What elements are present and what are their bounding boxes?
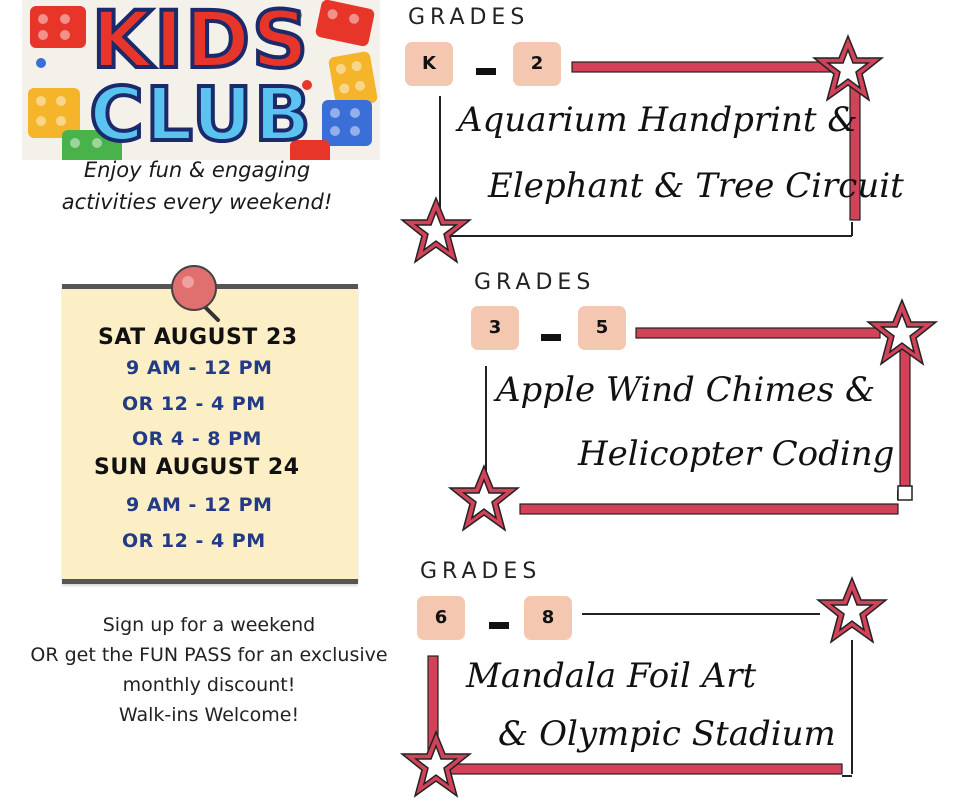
logo-club-text: CLUB: [89, 72, 313, 158]
activity-2: & Olympic Stadium: [498, 714, 836, 754]
grades-heading: GRADES: [408, 5, 530, 30]
grade-dash: [476, 68, 496, 75]
grade-to-badge: 8: [524, 596, 572, 640]
tagline-line-2: activities every weekend!: [61, 190, 333, 214]
signup-line-1: Sign up for a weekend: [102, 614, 316, 636]
grade-to-badge: 2: [513, 42, 561, 86]
activity-2: Elephant & Tree Circuit: [488, 166, 904, 206]
grade-from-badge: 3: [471, 306, 519, 350]
grade-to-badge: 5: [578, 306, 626, 350]
grade-dash: [541, 334, 561, 341]
saturday-label: SAT AUGUST 23: [98, 325, 298, 350]
sunday-time-1: 9 AM - 12 PM: [126, 494, 273, 516]
saturday-time-1: 9 AM - 12 PM: [126, 357, 273, 379]
activity-1: Aquarium Handprint &: [458, 100, 858, 140]
grades-heading: GRADES: [420, 559, 542, 584]
saturday-time-3: OR 4 - 8 PM: [132, 428, 262, 450]
grade-dash: [489, 622, 509, 629]
grades-heading: GRADES: [474, 270, 596, 295]
signup-line-4: Walk-ins Welcome!: [118, 704, 300, 726]
grade-from-badge: K: [405, 42, 453, 86]
star-icon: [818, 578, 886, 642]
saturday-time-2: OR 12 - 4 PM: [122, 393, 266, 415]
star-icon: [450, 466, 518, 530]
activity-2: Helicopter Coding: [578, 434, 895, 474]
signup-line-2: OR get the FUN PASS for an exclusive: [30, 644, 388, 666]
grade-from-badge: 6: [417, 596, 465, 640]
sunday-label: SUN AUGUST 24: [94, 455, 300, 480]
signup-line-3: monthly discount!: [122, 674, 296, 696]
activity-1: Apple Wind Chimes &: [496, 370, 876, 410]
logo-kids-text: KIDS: [91, 0, 311, 86]
activity-1: Mandala Foil Art: [466, 656, 757, 696]
tagline-line-1: Enjoy fun & engaging: [83, 158, 311, 182]
star-icon: [402, 198, 470, 262]
sunday-time-2: OR 12 - 4 PM: [122, 530, 266, 552]
